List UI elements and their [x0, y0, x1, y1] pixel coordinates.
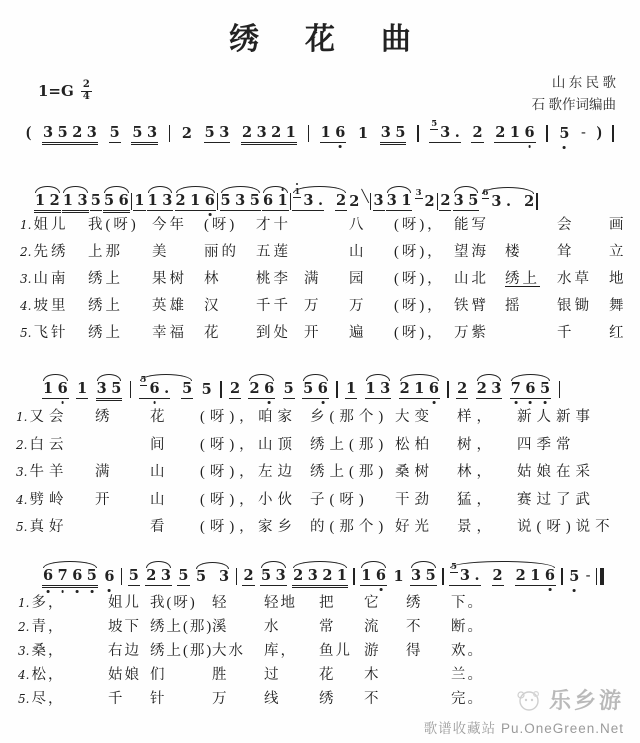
parenthesis: ): [596, 124, 602, 141]
barline: [130, 381, 131, 398]
note-token: 1 3: [147, 194, 174, 212]
note-token: 5: [201, 380, 212, 398]
note-token: 5 6: [302, 382, 329, 400]
lyric-cell: 轻: [212, 595, 229, 611]
note-token: 3 5: [453, 194, 480, 212]
lyric-cell: 画: [609, 217, 627, 233]
lyric-cell: 到处: [256, 325, 291, 341]
lyric-cell: 3. 山南: [20, 271, 69, 287]
note-token: 1 2: [34, 194, 61, 212]
note-token: 5 3: [131, 126, 158, 144]
lyric-cell: 水草: [557, 271, 592, 287]
lyric-cell: 满: [304, 271, 322, 287]
note-token: 5: [283, 382, 295, 400]
lyric-cell: 桑树: [395, 464, 434, 480]
lyric-cell: 千千: [256, 298, 291, 314]
lyric-cell: 绣上: [505, 271, 540, 287]
barline: [437, 193, 438, 210]
note-token: 2: [181, 124, 192, 142]
note-token: 2 3 2 1: [292, 569, 348, 587]
note-token: 5: [195, 567, 207, 585]
lyric-cell: 舞: [609, 298, 627, 314]
note-token: 5: [559, 124, 570, 142]
lyric-cell: (呀)，: [394, 271, 445, 287]
lyric-cell: 不: [406, 619, 423, 635]
duration-dash: -: [581, 125, 586, 140]
barline: [169, 125, 170, 142]
lyric-cell: [505, 320, 557, 347]
lyric-cell: 姑娘在采: [517, 464, 595, 480]
barline: [442, 568, 443, 585]
note-token: 5 3: [204, 126, 231, 144]
lyric-cell: 绣: [95, 409, 115, 425]
lyric-cell: 5. 飞针: [20, 325, 69, 341]
note-token: 6 3 .: [482, 187, 512, 210]
lyric-cell: 桃李: [256, 271, 291, 287]
lyric-cell: (呀)，: [200, 409, 259, 425]
lyric-cell: [95, 514, 150, 542]
lyric-cell: 鱼儿: [319, 643, 352, 659]
lyric-cell: 针: [150, 691, 167, 707]
watermark-site-url: 歌谱收藏站 Pu.OneGreen.Net: [423, 721, 624, 736]
lyric-cell: 子(呀): [310, 491, 369, 508]
note-token: 2: [229, 382, 241, 400]
grace-note: 6: [482, 187, 489, 198]
note-token: 5: [569, 567, 580, 585]
note-token: 5 3 .: [449, 569, 481, 587]
lyric-cell: (呀)，: [394, 244, 445, 260]
lyric-cell: [505, 212, 557, 239]
lyric-cell: 望海: [454, 244, 489, 260]
lyric-cell: 四季常: [517, 436, 576, 453]
lyric-cell: 胜: [212, 667, 229, 683]
note-token: 2: [492, 569, 504, 587]
lyric-cell: (呀)，: [200, 491, 259, 508]
note-token: 2: [471, 126, 483, 144]
lyric-cell: (呀)，: [200, 464, 259, 480]
parenthesis: (: [26, 124, 32, 141]
note-token: 1 3: [365, 382, 392, 400]
lyric-cell: 轻地: [264, 595, 297, 611]
note-token: 2 1 6: [175, 194, 216, 212]
note-token: 6 7 6 5: [42, 569, 98, 587]
lyric-cell: 山: [150, 491, 170, 508]
lyric-cell: 姐儿: [108, 595, 141, 611]
lyric-cell: 银锄: [557, 298, 592, 314]
lyric-cell: (呀)，: [394, 298, 445, 314]
lyric-cell: 山北: [454, 271, 489, 287]
lyric-cell: 1. 多，: [18, 595, 65, 611]
lyric-cell: 幸福: [152, 325, 187, 341]
lyric-cell: 库，: [264, 643, 297, 659]
lyric-cell: 万: [212, 691, 229, 707]
lyric-cell: 万: [304, 298, 322, 314]
lyric-cell: 绣: [406, 595, 423, 611]
lyric-cell: 千: [557, 325, 575, 341]
lyric-cell: 大变: [395, 409, 434, 425]
note-token: 5 6: [103, 194, 130, 212]
lyric-cell: 4. 松，: [18, 667, 65, 683]
lyric-cell: 我(呀): [88, 217, 139, 233]
barline: [536, 193, 537, 210]
lyric-cell: 的(那个): [310, 519, 389, 535]
lyric-cell: (呀)，: [394, 217, 445, 233]
lyric-cell: 万: [349, 298, 367, 314]
note-token: 3: [373, 194, 385, 212]
lyric-cell: 满: [95, 464, 115, 480]
slur-group: [139, 374, 194, 400]
credit-author: 石 歌作词编曲: [531, 97, 616, 112]
song-title: 绣花曲: [229, 23, 457, 56]
lyric-cell: 花: [319, 667, 336, 683]
lyric-cell: (呀)，: [200, 436, 259, 453]
note-token: 3 5 2 3: [42, 126, 98, 144]
note-token: 2 3 2 1: [241, 126, 297, 144]
lyric-cell: 绣上(那): [150, 643, 214, 659]
barline: [290, 193, 291, 210]
note-token: 2: [335, 194, 347, 212]
lyric-cell: 林，: [457, 464, 496, 480]
lyric-cell: 1. 姐儿: [20, 217, 69, 233]
lyric-cell: 遍: [349, 325, 367, 341]
lyric-cell: 它: [364, 595, 381, 611]
lyric-cell: 4. 坡里: [20, 298, 69, 314]
lyric-cell: 绣上(那): [310, 436, 389, 453]
lyric-cell: 常: [319, 619, 336, 635]
lyric-cell: 乡(那个): [310, 409, 389, 425]
lyric-cell: 线: [264, 691, 281, 707]
lyric-cell: 猛，: [457, 491, 496, 508]
lyric-cell: 溪: [212, 619, 229, 635]
note-token: 2 1 6: [515, 569, 556, 587]
lyric-cell: 山: [349, 244, 367, 260]
note-token: 2: [456, 382, 468, 400]
key-time-signature: [38, 80, 92, 102]
lyric-cell: 兰。: [451, 667, 484, 683]
lyric-cell: 2. 青，: [18, 619, 65, 635]
barline: [236, 568, 237, 585]
note-token: 1 3: [62, 194, 89, 212]
slur-group: [292, 186, 347, 212]
lyric-cell: 下。: [451, 595, 484, 611]
note-token: 3 5: [380, 126, 407, 144]
lyric-cell: (呀)，: [394, 325, 445, 341]
note-token: 1: [76, 382, 88, 400]
lyric-cell: 山顶: [258, 436, 297, 453]
grace-note: 5: [140, 374, 147, 385]
lyric-cell: (呀): [204, 217, 238, 233]
barline: [217, 193, 218, 210]
lyric-cell: 完。: [451, 691, 484, 707]
lyric-cell: 林: [204, 271, 222, 287]
lyric-cell: 5. 真好: [16, 519, 69, 535]
lyric-cell: 欢。: [451, 643, 484, 659]
lyric-cell: 咱家: [258, 409, 297, 425]
note-token: 2: [439, 194, 451, 212]
note-token: 3: [219, 567, 230, 585]
note-token: 2: [349, 192, 360, 210]
lyric-cell: 3. 桑，: [18, 643, 65, 659]
lyric-cell: 美: [152, 244, 170, 260]
barline: [121, 568, 122, 585]
music-system-2: [34, 181, 538, 211]
barline: [336, 381, 337, 398]
note-token: 5 3 5: [220, 194, 261, 212]
barline: [561, 568, 562, 585]
grace-note: 5: [450, 561, 457, 572]
note-token: 6: [104, 567, 115, 585]
watermark-logo-icon: [513, 687, 543, 713]
time-signature: $\frac{2}{4}$: [82, 79, 90, 102]
lyric-cell: 水: [264, 619, 281, 635]
lyric-cell: 赛过了武: [517, 491, 595, 508]
note-token: 2 3: [145, 569, 172, 587]
lyric-cell: 园: [349, 271, 367, 287]
barline: [353, 568, 354, 585]
lyric-cell: 花: [150, 409, 170, 425]
lyric-cell: 能写: [454, 217, 489, 233]
barline: [546, 125, 547, 142]
note-token: 1: [133, 194, 145, 212]
lyric-cell: 景，: [457, 519, 496, 535]
note-token: 5: [109, 126, 121, 144]
lyric-cell: 流: [364, 619, 381, 635]
lyric-cell: 才十: [256, 217, 291, 233]
lyric-cell: 绣: [319, 691, 336, 707]
duration-dash: -: [585, 568, 591, 583]
lyric-cell: 3. 牛羊: [16, 464, 69, 480]
barline: [559, 381, 560, 398]
lyric-cell: 间: [150, 436, 170, 453]
lyric-cell: 把: [319, 595, 336, 611]
note-token: 5: [181, 382, 193, 400]
note-token: 5: [128, 569, 140, 587]
lyric-cell: 立: [609, 244, 627, 260]
note-token: 3 2: [415, 187, 435, 210]
lyric-cell: 开: [304, 325, 322, 341]
note-token: 5: [177, 569, 189, 587]
lyric-cell: 绣上(那): [310, 464, 389, 480]
lyric-cell: 小伙: [258, 491, 297, 508]
lyric-cell: 开: [95, 491, 115, 508]
lyric-cell: 过: [264, 667, 281, 683]
lyric-cell: 好光: [395, 519, 434, 535]
lyric-cell: 果树: [152, 271, 187, 287]
lyric-cell: 们: [150, 667, 167, 683]
lyric-cell: 姑娘: [108, 667, 141, 683]
lyric-cell: 耸: [557, 244, 575, 260]
lyric-cell: 家乡: [258, 519, 297, 535]
lyric-cell: 摇: [505, 298, 523, 314]
lyric-cell: 丽的: [204, 244, 239, 260]
lyric-cell: 说(呀)说不: [517, 519, 615, 535]
lyrics-block-1: [20, 212, 626, 347]
lyric-cell: 会: [557, 217, 575, 233]
lyric-cell: 绣上(那): [150, 619, 214, 635]
lyric-cell: 千: [108, 691, 125, 707]
note-token: 1 6: [320, 126, 347, 144]
note-token: 2: [524, 192, 535, 210]
music-system-intro: [26, 113, 614, 143]
lyric-cell: 松柏: [395, 436, 434, 453]
lyric-cell: 万紫: [454, 325, 489, 341]
lyric-cell: 绣上: [88, 298, 123, 314]
note-token: 3 1: [386, 194, 413, 212]
lyric-cell: [304, 239, 349, 266]
lyric-cell: 花: [204, 325, 222, 341]
note-token: 1: [393, 567, 404, 585]
credit-origin: 山 东 民 歌: [551, 75, 616, 90]
lyric-cell: 右边: [108, 643, 141, 659]
key-signature: 1=G: [38, 82, 74, 100]
lyric-cell: 绣上: [88, 271, 123, 287]
lyric-cell: 我(呀): [150, 595, 197, 611]
note-token: 6 1: [262, 194, 289, 212]
lyric-cell: 绣上: [88, 325, 123, 341]
note-token: 3 5: [410, 569, 437, 587]
lyric-cell: 2. 先绣: [20, 244, 69, 260]
slide-mark: ╲: [361, 189, 369, 203]
barline: [447, 381, 448, 398]
note-token: 5 3 .: [429, 126, 461, 144]
barline: [220, 381, 221, 398]
lyric-cell: 树，: [457, 436, 496, 453]
note-token: 2 3: [476, 382, 503, 400]
watermark-site-name: 乐乡游: [548, 688, 624, 713]
lyric-cell: 汉: [204, 298, 222, 314]
lyric-cell: 地: [609, 271, 627, 287]
slur-group: [449, 561, 556, 587]
barline: [417, 125, 418, 142]
lyric-cell: [304, 212, 349, 239]
lyric-cell: 看: [150, 519, 170, 535]
lyric-cell: 不: [364, 691, 381, 707]
barline: [612, 125, 613, 142]
note-token: 1 6: [42, 382, 69, 400]
lyric-cell: 五莲: [256, 244, 291, 260]
lyric-cell: 断。: [451, 619, 484, 635]
lyric-cell: 左边: [258, 464, 297, 480]
lyric-cell: [95, 432, 150, 460]
lyric-cell: 上那: [88, 244, 123, 260]
lyric-cell: 楼: [505, 244, 523, 260]
note-token: 3 5: [96, 382, 123, 400]
lyric-cell: 1. 又会: [16, 409, 69, 425]
note-token: 1 6: [360, 569, 387, 587]
lyric-cell: 大水: [212, 643, 245, 659]
lyric-cell: 新人新事: [517, 409, 595, 425]
lyric-cell: 八: [349, 217, 367, 233]
lyric-cell: 英雄: [152, 298, 187, 314]
lyric-cell: 得: [406, 643, 423, 659]
lyric-cell: 铁臂: [454, 298, 489, 314]
note-token: 5: [90, 194, 102, 212]
watermark: [424, 684, 624, 737]
music-system-3: [42, 369, 560, 399]
note-token: 5 3: [260, 569, 287, 587]
lyric-cell: 2. 白云: [16, 436, 69, 453]
note-token: 2 6: [248, 382, 275, 400]
lyric-cell: 红: [609, 325, 627, 341]
note-token: 1 3 .: [292, 194, 324, 212]
music-system-4: [42, 556, 604, 586]
slur-group: [195, 567, 230, 587]
credits: [532, 72, 616, 116]
lyric-cell: 坡下: [108, 619, 141, 635]
note-token: 2 1 6: [399, 382, 440, 400]
note-token: 2 1 6: [494, 126, 535, 144]
barline: [131, 193, 132, 210]
lyric-cell: 干劲: [395, 491, 434, 508]
note-token: 7 6 5: [510, 382, 551, 400]
grace-note: 1: [294, 186, 301, 197]
lyrics-block-2: [16, 404, 628, 542]
barline: [370, 193, 371, 210]
lyric-cell: 样，: [457, 409, 496, 425]
lyric-cell: (呀)，: [200, 519, 259, 535]
lyric-cell: 木: [364, 667, 381, 683]
barline: [308, 125, 309, 142]
slur-group: [481, 187, 536, 212]
grace-note: 3: [415, 187, 422, 198]
lyric-cell: 山: [150, 464, 170, 480]
grace-note: 5: [431, 118, 438, 129]
lyric-cell: 游: [364, 643, 381, 659]
lyric-cell: 今年: [152, 217, 187, 233]
final-barline: [596, 568, 604, 585]
note-token: 1: [345, 382, 357, 400]
note-token: 5 6 .: [139, 382, 171, 400]
lyric-cell: 4. 劈岭: [16, 491, 69, 508]
lyric-cell: 5. 尽，: [18, 691, 65, 707]
note-token: 2: [242, 569, 254, 587]
note-token: 1: [357, 124, 369, 142]
